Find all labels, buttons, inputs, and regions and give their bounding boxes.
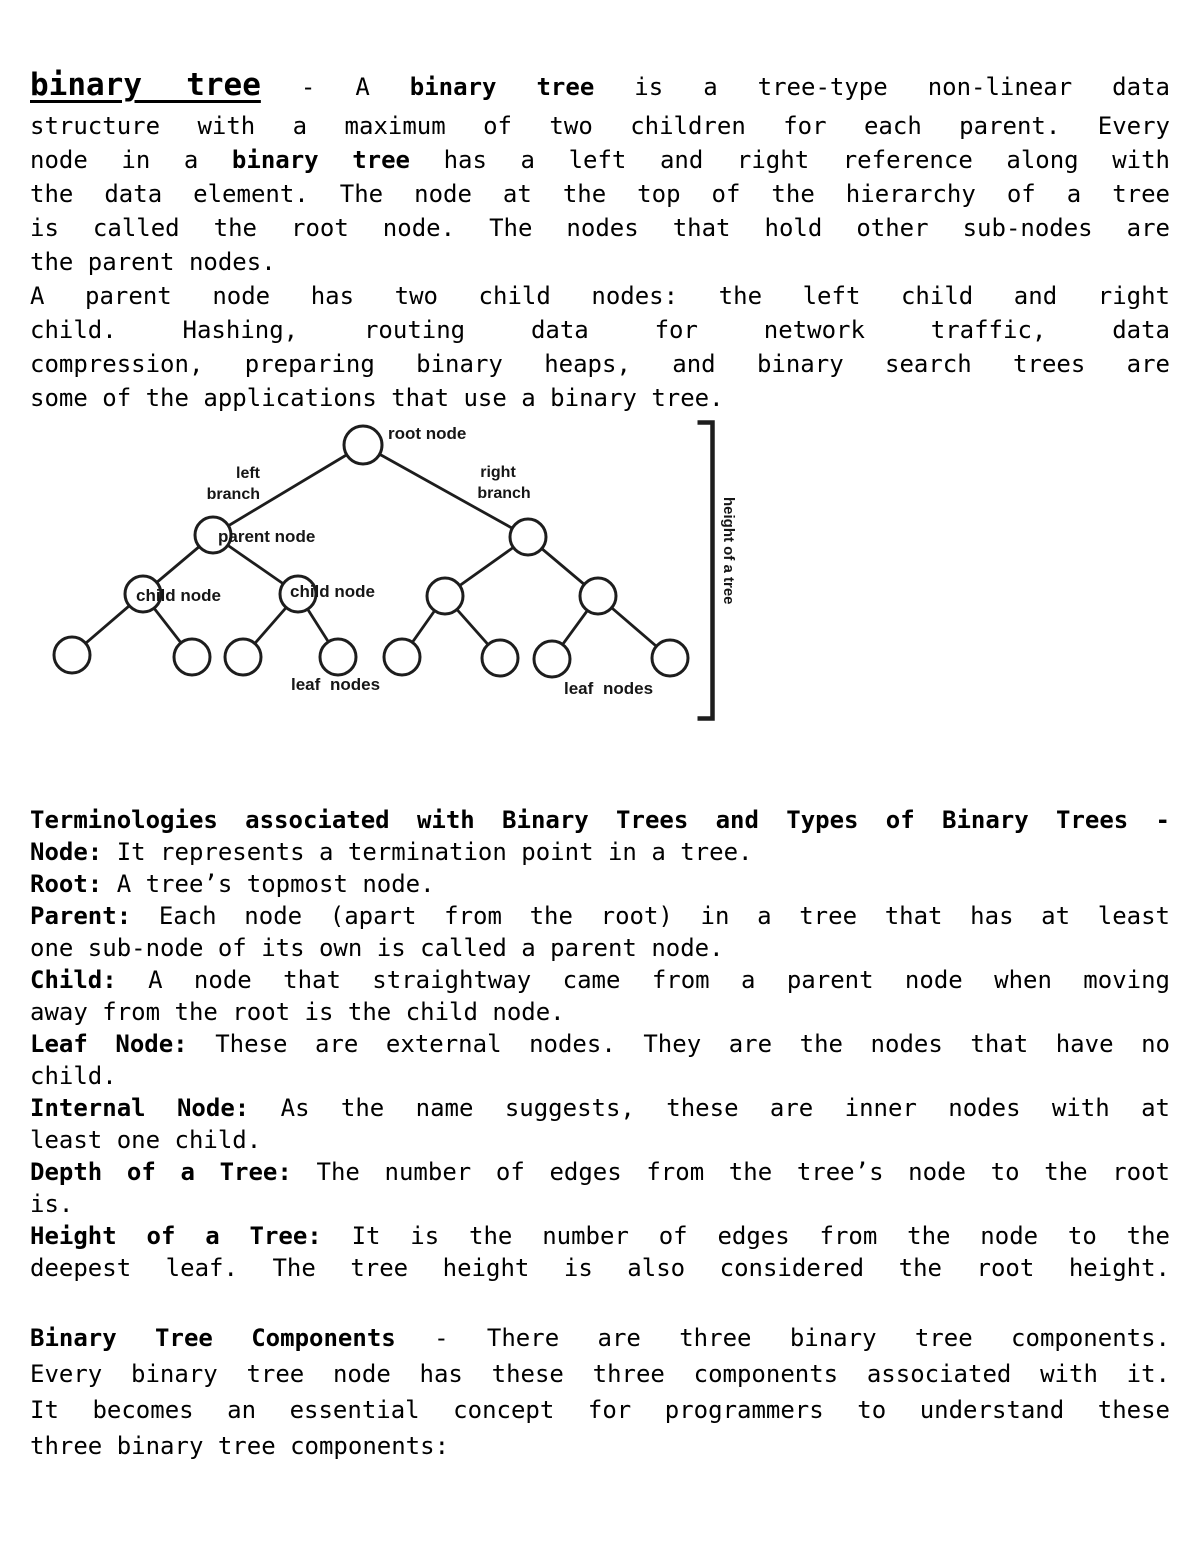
- root-node-label: root node: [388, 424, 467, 443]
- text-run: Leaf Node:: [30, 1030, 188, 1058]
- text-line: [30, 900, 1170, 932]
- text-run: child.: [30, 1062, 117, 1090]
- text-line: [30, 1124, 1170, 1156]
- text-line: [30, 245, 1170, 279]
- text-run: A parent node has two child nodes: the left child and right: [30, 282, 1170, 310]
- text-line: [30, 996, 1170, 1028]
- text-line: [30, 177, 1170, 211]
- text-line: [30, 964, 1170, 996]
- tree-node: [534, 641, 570, 677]
- text-run: child. Hashing, routing data for network traffic, data: [30, 316, 1170, 344]
- text-line: [30, 1252, 1170, 1284]
- text-run: three binary tree components:: [30, 1432, 450, 1460]
- text-run: is called the root node. The nodes that hold other sub-nodes are: [30, 214, 1170, 242]
- text-run: deepest leaf. The tree height is also considered the root height.: [30, 1254, 1170, 1282]
- text-run: Terminologies associated with Binary Trees and Types of Binary Trees -: [30, 806, 1170, 834]
- binary-tree-diagram: [40, 417, 740, 728]
- text-line: [30, 932, 1170, 964]
- text-run: binary tree: [409, 73, 595, 101]
- text-run: - A: [260, 73, 410, 101]
- text-line: [30, 313, 1170, 347]
- tree-node: [54, 637, 90, 673]
- text-line: [30, 836, 1170, 868]
- leaf-nodes-left-label: leaf nodes: [291, 675, 381, 694]
- text-run: node in a: [30, 146, 232, 174]
- text-line: [30, 1156, 1170, 1188]
- text-run: It becomes an essential concept for programmers to understand these: [30, 1396, 1170, 1424]
- leaf-nodes-right-label: leaf nodes: [564, 679, 654, 698]
- binary-tree-figure: [40, 417, 740, 728]
- text-line: [30, 211, 1170, 245]
- text-line: [30, 1060, 1170, 1092]
- text-line: [30, 1320, 1170, 1356]
- text-run: binary tree: [231, 146, 411, 174]
- text-line: [30, 804, 1170, 836]
- text-line: [30, 1188, 1170, 1220]
- text-run: Root:: [30, 870, 103, 898]
- tree-node: [510, 519, 546, 555]
- text-run: The number of edges from the tree’s node to the root: [291, 1158, 1171, 1186]
- child-node-right-label: child node: [290, 582, 375, 601]
- left-branch-label-line1: left: [236, 465, 260, 482]
- text-run: one sub-node of its own is called a parent node.: [30, 934, 724, 962]
- tree-graph: [54, 426, 688, 677]
- parent-node-label: parent node: [218, 527, 316, 546]
- child-node-left-label: child node: [136, 586, 221, 605]
- text-line: [30, 347, 1170, 381]
- text-line: [30, 279, 1170, 313]
- text-run: the data element. The node at the top of the hierarchy of a tree: [30, 180, 1170, 208]
- left-branch-label-line2: branch: [206, 486, 260, 503]
- text-run: Node:: [30, 838, 103, 866]
- text-run: away from the root is the child node.: [30, 998, 565, 1026]
- text-line: [30, 1392, 1170, 1428]
- text-run: some of the applications that use a binary tree.: [30, 384, 724, 412]
- text-line: [30, 143, 1170, 177]
- text-line: [30, 1092, 1170, 1124]
- text-run: Binary Tree Components: [30, 1324, 396, 1352]
- text-line: [30, 868, 1170, 900]
- text-line: [30, 1220, 1170, 1252]
- text-line: [30, 1428, 1170, 1464]
- text-run: Each node (apart from the root) in a tree that has at least: [131, 902, 1170, 930]
- text-run: These are external nodes. They are the nodes that have no: [187, 1030, 1170, 1058]
- text-run: Depth of a Tree:: [30, 1158, 292, 1186]
- text-line: [30, 1356, 1170, 1392]
- text-run: is.: [30, 1190, 74, 1218]
- text-line: [30, 1028, 1170, 1060]
- text-run: It is the number of edges from the node to the: [321, 1222, 1170, 1250]
- text-run: Child:: [30, 966, 117, 994]
- text-run: is a tree-type non-linear data: [594, 73, 1170, 101]
- text-run: Height of a Tree:: [30, 1222, 322, 1250]
- text-run: the parent nodes.: [30, 248, 276, 276]
- text-run: It represents a termination point in a tree.: [102, 838, 753, 866]
- right-branch-label-line2: branch: [477, 485, 531, 502]
- right-branch-label-line1: right: [480, 464, 516, 481]
- tree-node: [174, 639, 210, 675]
- height-bracket: [698, 423, 713, 719]
- text-run: As the name suggests, these are inner nodes with at: [249, 1094, 1170, 1122]
- text-run: has a left and right reference along with: [410, 146, 1170, 174]
- text-run: Every binary tree node has these three components associated with it.: [30, 1360, 1170, 1388]
- tree-node: [482, 640, 518, 676]
- tree-node: [225, 639, 261, 675]
- document-title: binary tree: [30, 67, 261, 103]
- section-intro: [30, 64, 1170, 415]
- tree-node: [427, 578, 463, 614]
- text-run: compression, preparing binary heaps, and binary search trees are: [30, 350, 1170, 378]
- tree-node: [580, 578, 616, 614]
- text-run: structure with a maximum of two children for each parent. Every: [30, 112, 1170, 140]
- section-terminology: [30, 804, 1170, 1284]
- text-run: Parent:: [30, 902, 132, 930]
- tree-node: [384, 639, 420, 675]
- text-line: [30, 381, 1170, 415]
- tree-node: [344, 426, 382, 464]
- text-line: [30, 64, 1170, 109]
- text-run: A tree’s topmost node.: [102, 870, 435, 898]
- height-of-tree-label: height of a tree: [720, 497, 737, 605]
- tree-node: [652, 640, 688, 676]
- text-run: Internal Node:: [30, 1094, 250, 1122]
- section-components: [30, 1320, 1170, 1464]
- text-line: [30, 109, 1170, 143]
- tree-node: [320, 639, 356, 675]
- text-run: - There are three binary tree components.: [395, 1324, 1170, 1352]
- text-run: A node that straightway came from a parent node when moving: [116, 966, 1170, 994]
- text-run: least one child.: [30, 1126, 262, 1154]
